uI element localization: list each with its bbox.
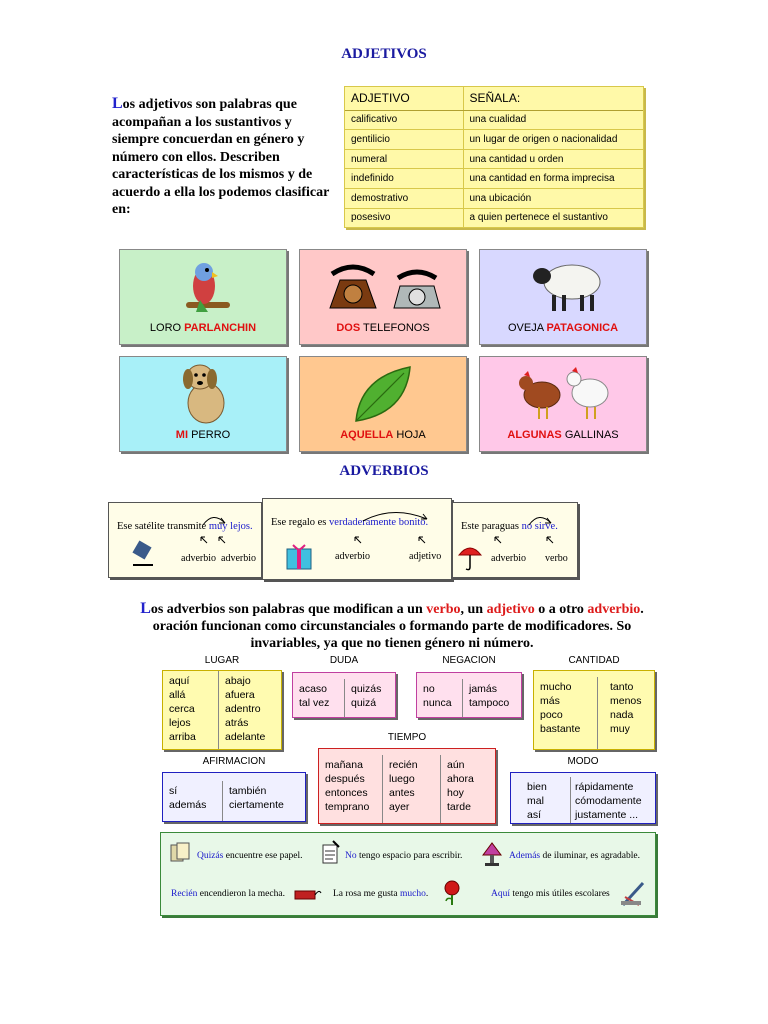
table-cell: una ubicación [463,188,643,208]
table-cell: un lugar de origen o nacionalidad [463,130,643,150]
caption-red: PARLANCHIN [184,322,257,334]
category-label-cantidad: CANTIDAD [568,655,620,666]
example-highlight: Quizás [197,851,224,861]
card-caption [480,429,646,441]
para-red-adverbio: adverbio [587,602,641,617]
adverb-word: abajo [225,675,251,687]
adverb-word: hoy [447,787,464,799]
adverb-word: tampoco [469,697,510,709]
label-adverbio: adverbio [181,553,216,564]
para-red-adjetivo: adjetivo [486,602,535,617]
caption-red: AQUELLA [340,429,394,441]
example-text: La rosa me gusta [333,889,401,899]
para-text: . [640,602,644,617]
adverb-word: mañana [325,759,363,771]
adverb-word: nunca [423,697,452,709]
adverb-word: ayer [389,801,410,813]
table-header [345,87,643,110]
example-highlight: Además [509,851,541,861]
category-modo [510,772,656,824]
example-text: tengo espacio para escribir. [356,851,463,861]
adverb-word: mal [527,795,544,807]
example-text: de iluminar, es agradable. [540,851,640,861]
para-line-3: invariables, ya que no tienen género ni número. [250,636,534,651]
card-caption [120,429,286,441]
example-mucho [333,889,428,899]
adverb-word: lejos [169,717,191,729]
lamp-icon [479,839,505,867]
table-cell: posesivo [345,208,463,227]
adjetivos-intro [112,95,334,219]
adverb-word: bastante [540,723,581,735]
adverb-word: no [423,683,435,695]
table-row [345,188,643,208]
para-text: o a otro [534,602,588,617]
example-quizas [197,851,303,861]
example-recien [171,889,285,899]
sentence-pre: Ese satélite transmite [117,521,209,532]
adjetivos-table [344,86,644,228]
category-column [293,679,345,717]
table-cell: demostrativo [345,188,463,208]
category-column [463,679,515,717]
label-adverbio: adverbio [221,553,256,564]
category-label-duda: DUDA [329,655,359,666]
adverb-word: recién [389,759,418,771]
card-caption [120,322,286,334]
dynamite-icon [293,885,323,903]
adverb-word: atrás [225,717,249,729]
caption-post: TELEFONOS [360,322,430,334]
example-highlight: Aquí [491,889,510,899]
category-column [534,677,598,749]
card-loro [119,249,287,345]
card-gallinas [479,356,647,452]
adverb-word: allá [169,689,186,701]
adjetivos-title: ADJETIVOS [341,46,427,62]
adverb-word: aquí [169,675,190,687]
label-verbo: verbo [545,553,568,564]
label-adverbio: adverbio [335,551,370,562]
adverb-word: entonces [325,787,368,799]
caption-pre: OVEJA [507,322,547,334]
adverb-word: aún [447,759,465,771]
example-aqui [491,889,610,899]
adverb-word: además [169,799,207,811]
card-caption [300,322,466,334]
adverb-word: luego [389,773,415,785]
adverb-word: temprano [325,801,370,813]
documents-icon [169,841,191,865]
para-text: os adverbios son palabras que modifican a un [150,602,427,617]
adverb-word: nada [610,709,634,721]
adverb-word: así [527,809,542,821]
intro-text: os adjetivos son palabras que acompañan a los sustantivos y siempre concuerdan en género y número con ellos. Describen características de los mismos y de acuerdo a ella los podemos clasificar en: [112,97,330,217]
table-cell: una cualidad [463,110,643,130]
category-column [417,679,463,717]
label-adjetivo: adjetivo [409,551,442,562]
caption-red: PATAGONICA [546,322,619,334]
adverb-word: adelante [225,731,266,743]
table-row [345,208,643,227]
table-cell: a quien pertenece el sustantivo [469,212,608,224]
category-column [383,755,441,823]
example-text: encuentre ese papel. [223,851,303,861]
adverb-word: mucho [540,681,572,693]
adverb-word: rápidamente [575,781,634,793]
para-line-1 [112,600,672,618]
category-label-afirmacion: AFIRMACION [202,756,266,767]
adverb-word: acaso [299,683,328,695]
sentence-pre: Ese regalo es [271,517,330,528]
table-cell: numeral [345,149,463,169]
intro-initial: L [112,95,123,112]
caption-red: DOS [336,322,361,334]
satellite-icon [131,539,157,569]
examples-band [160,832,656,916]
example-text: encendieron la mecha. [197,889,285,899]
adverb-word: jamás [469,683,498,695]
category-label-modo: MODO [567,756,599,767]
adverb-example-3 [452,502,578,578]
table-cell: calificativo [345,110,463,130]
table-row [345,149,643,169]
umbrella-icon [457,541,483,573]
sentence-pre: Este paraguas [461,521,522,532]
example-text: . [425,889,429,899]
category-column [598,677,648,749]
category-tiempo [318,748,496,824]
category-column [219,671,271,749]
adverb-word: sí [169,785,178,797]
category-column [511,777,571,823]
adverb-word: afuera [225,689,255,701]
adverb-word: tarde [447,801,471,813]
card-caption [300,429,466,441]
example-highlight: Recién [171,889,198,899]
header-adjetivo: ADJETIVO [345,87,463,110]
rose-icon [441,879,463,907]
adverb-word: cómodamente [575,795,642,807]
label-adverbio: adverbio [491,553,526,564]
category-cantidad [533,670,655,750]
adverb-word: cerca [169,703,195,715]
adverb-word: menos [610,695,642,707]
para-line-2: oración funcionan como circunstanciales o formando parte de modificadores. So [152,619,632,634]
adverb-word: justamente ... [575,809,639,821]
table-cell: una cantidad u orden [463,149,643,169]
caption-post: PERRO [188,429,231,441]
para-red-verbo: verbo [426,602,461,617]
adverb-word: ciertamente [229,799,284,811]
adverb-word: tal vez [299,697,330,709]
adverb-word: más [540,695,560,707]
sentence-highlight: no sirve. [521,521,558,532]
gift-icon [285,541,313,571]
caption-post: GALLINAS [561,429,619,441]
caption-post: HOJA [393,429,426,441]
category-negacion [416,672,522,718]
table-row [345,130,643,150]
category-column [163,671,219,749]
category-label-tiempo: TIEMPO [387,732,427,743]
category-lugar [162,670,282,750]
category-column [441,755,480,823]
adverb-word: muy [610,723,630,735]
adverb-word: adentro [225,703,261,715]
header-senala: SEÑALA: [463,87,643,110]
adverbios-title: ADVERBIOS [339,463,429,479]
writing-icon [319,839,343,867]
caption-red: ALGUNAS [507,429,562,441]
school-supplies-icon [619,877,647,909]
adverb-word: antes [389,787,415,799]
category-duda [292,672,396,718]
category-afirmacion [162,772,306,822]
table-row [345,169,643,189]
example-text: tengo mis útiles escolares [510,889,610,899]
category-column [163,781,223,821]
caption-pre: LORO [149,322,185,334]
table-row [345,110,643,130]
category-column [345,679,387,717]
adverb-word: después [325,773,365,785]
adverb-word: también [229,785,267,797]
adverb-word: quizá [351,697,377,709]
adverbios-paragraph [112,600,672,652]
adverb-word: bien [527,781,547,793]
adverb-word: tanto [610,681,634,693]
example-highlight: mucho [400,889,426,899]
example-ademas [509,851,640,861]
card-oveja [479,249,647,345]
card-caption [480,322,646,334]
adverb-word: poco [540,709,563,721]
adverb-word: arriba [169,731,196,743]
adverb-word: quizás [351,683,382,695]
sentence-highlight: verdaderamente bonito. [329,517,429,528]
card-hoja [299,356,467,452]
category-label-negacion: NEGACION [442,655,496,666]
card-perro [119,356,287,452]
adverb-example-1 [108,502,262,578]
adverb-example-2 [262,498,452,580]
category-column [223,781,290,821]
category-column [571,777,644,823]
caption-red: MI [175,429,189,441]
card-telefonos [299,249,467,345]
table-cell: una cantidad en forma imprecisa [463,169,643,189]
example-no [345,851,462,861]
sentence-highlight: muy lejos. [208,521,253,532]
adverb-word: ahora [447,773,474,785]
para-initial: L [140,600,151,617]
example-highlight: No [345,851,357,861]
para-text: , un [460,602,487,617]
table-cell: indefinido [345,169,463,189]
table-cell: gentilicio [345,130,463,150]
category-label-lugar: LUGAR [204,655,240,666]
category-column [319,755,383,823]
